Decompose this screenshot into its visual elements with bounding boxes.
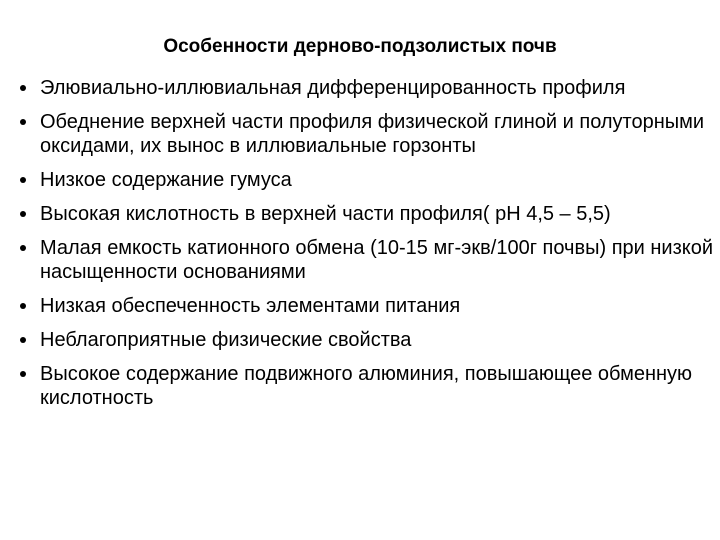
slide-title: Особенности дерново-подзолистых почв xyxy=(163,36,557,57)
bullet-dot-icon xyxy=(20,211,26,217)
bullet-dot-icon xyxy=(20,85,26,91)
bullet-item xyxy=(20,362,720,410)
bullet-text: Элювиально-иллювиальная дифференцированность профиля xyxy=(40,77,626,99)
bullet-dot-icon xyxy=(20,245,26,251)
bullet-text: Малая емкость катионного обмена (10-15 мг-экв/100г почвы) при низкой насыщенности основаниями xyxy=(40,237,714,283)
bullet-text: Обеднение верхней части профиля физической глиной и полуторными оксидами, их вынос в иллювиальные горзонты xyxy=(40,111,705,157)
bullet-dot-icon xyxy=(20,303,26,309)
bullet-dot-icon xyxy=(20,337,26,343)
bullet-text: Высокая кислотность в верхней части профиля( рН 4,5 – 5,5) xyxy=(40,203,611,225)
bullet-item xyxy=(20,202,720,226)
bullet-dot-icon xyxy=(20,371,26,377)
bullet-item xyxy=(20,76,720,100)
bullet-text: Неблагоприятные физические свойства xyxy=(40,329,412,351)
bullet-text: Низкое содержание гумуса xyxy=(40,169,292,191)
bullet-item xyxy=(20,168,720,192)
bullet-dot-icon xyxy=(20,177,26,183)
bullet-list xyxy=(20,76,720,420)
bullet-dot-icon xyxy=(20,119,26,125)
bullet-item xyxy=(20,294,720,318)
bullet-item xyxy=(20,236,720,284)
bullet-text: Высокое содержание подвижного алюминия, повышающее обменную кислотность xyxy=(40,363,693,409)
bullet-text: Низкая обеспеченность элементами питания xyxy=(40,295,461,317)
bullet-item xyxy=(20,110,720,158)
bullet-item xyxy=(20,328,720,352)
